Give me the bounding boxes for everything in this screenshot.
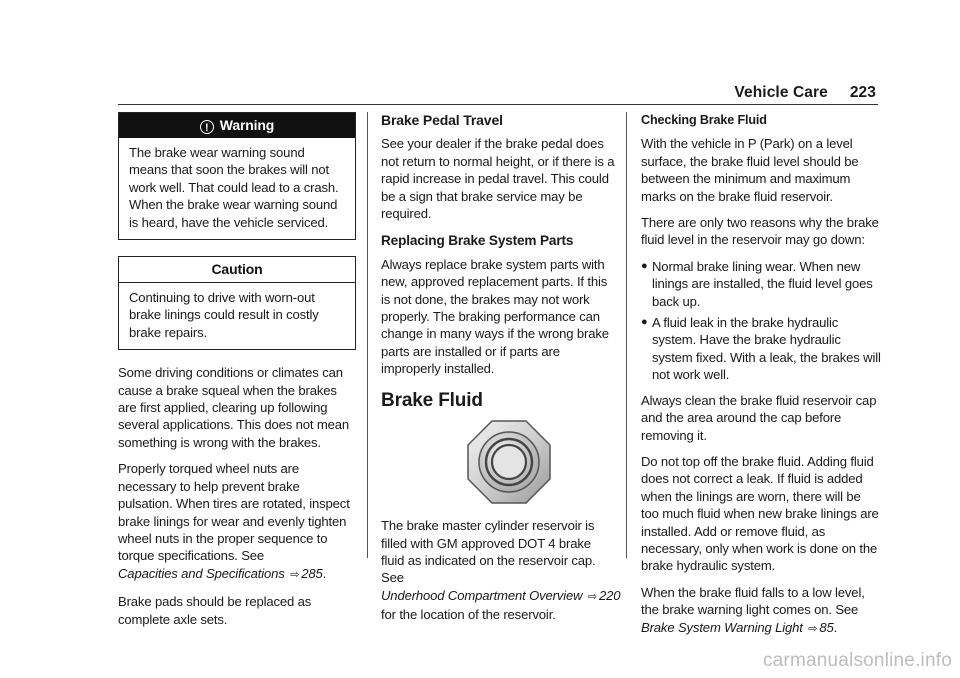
page-reference-arrow-icon: ⇨ <box>290 568 300 581</box>
column-1 <box>118 112 356 637</box>
list-item: ● Normal brake lining wear. When new linings are installed, the fluid level goes back up. <box>641 258 873 309</box>
running-head <box>734 84 876 102</box>
top-off-paragraph: Do not top off the brake fluid. Adding fluid does not correct a leak. If fluid is added when the linings are worn, there will be too much fluid when new brake linings are installed. Add or remove fluid, as necessary, only when work is done on the brake hydraulic system. <box>641 453 879 574</box>
column-2 <box>381 112 621 633</box>
warning-header <box>119 113 355 138</box>
low-level-paragraph <box>641 584 881 638</box>
clean-cap-paragraph: Always clean the brake fluid reservoir cap and the area around the cap before removing it. <box>641 392 877 443</box>
section-title: Vehicle Care <box>734 84 828 101</box>
bullet-icon: ● <box>641 316 648 329</box>
capacities-cross-reference[interactable]: Capacities and Specifications ⇨ 285. <box>118 565 327 581</box>
caution-box <box>118 256 356 350</box>
bullet-icon: ● <box>641 259 648 272</box>
underhood-link[interactable]: Underhood Compartment Overview <box>381 587 583 603</box>
page-reference-arrow-icon: ⇨ <box>587 590 598 603</box>
wheel-nuts-paragraph <box>118 460 356 584</box>
watermark: carmanualsonline.info <box>762 650 952 671</box>
brake-squeal-paragraph: Some driving conditions or climates can cause a brake squeal when the brakes are first applied, clearing up following several applications. This does not mean something is wrong with the brakes. <box>118 365 350 450</box>
warning-light-cross-reference[interactable]: Brake System Warning Light ⇨ 85. <box>641 619 838 635</box>
brake-fluid-symbol <box>381 419 616 505</box>
warning-light-page[interactable]: 85 <box>819 619 834 635</box>
brake-pads-paragraph: Brake pads should be replaced as complete axle sets. <box>118 594 312 627</box>
column-3 <box>641 112 881 647</box>
fluid-reasons-paragraph: There are only two reasons why the brake fluid level in the reservoir may go down: <box>641 215 879 248</box>
replacing-parts-heading: Replacing Brake System Parts <box>381 233 574 249</box>
column-divider-2 <box>626 112 627 558</box>
page-number: 223 <box>849 84 876 101</box>
fluid-level-paragraph: With the vehicle in P (Park) on a level surface, the brake fluid level should be between the minimum and maximum marks on the brake fluid reservoir. <box>641 136 859 204</box>
brake-fluid-reservoir-cap-icon <box>466 419 552 505</box>
warning-light-link[interactable]: Brake System Warning Light <box>641 619 803 635</box>
underhood-page[interactable]: 220 <box>599 587 621 603</box>
page-reference-arrow-icon: ⇨ <box>808 622 818 635</box>
warning-box <box>118 112 356 240</box>
low-level-text: When the brake fluid falls to a low level, the brake warning light comes on. See <box>641 584 865 618</box>
brake-fluid-heading: Brake Fluid <box>381 389 483 411</box>
brake-fluid-text: The brake master cylinder reservoir is filled with GM approved DOT 4 brake fluid as indicated on the reservoir cap. See <box>381 518 596 586</box>
checking-brake-fluid-heading: Checking Brake Fluid <box>641 113 767 127</box>
fluid-reasons-list <box>641 258 881 384</box>
brake-fluid-paragraph: The brake master cylinder reservoir is filled with GM approved DOT 4 brake fluid as indicated on the reservoir cap. See Underhood Compartment Overview ⇨ 220 for the location of the reservoir. <box>381 518 621 623</box>
underhood-cross-reference[interactable] <box>381 588 620 603</box>
wheel-nuts-text: Properly torqued wheel nuts are necessary to help prevent brake pulsation. When tires are rotated, inspect brake linings for wear and evenly tighten wheel nuts in the proper sequence to torque specifications. See <box>118 461 350 564</box>
warning-text: The brake wear warning sound means that soon the brakes will not work well. That could lead to a crash. When the brake wear warning sound is heard, have the vehicle serviced. <box>129 145 339 230</box>
brake-pedal-travel-paragraph: See your dealer if the brake pedal does not return to normal height, or if there is a rapid increase in pedal travel. This could be a sign that brake service may be required. <box>381 136 615 222</box>
warning-icon: ! <box>200 120 214 134</box>
header-rule <box>118 104 878 105</box>
capacities-page[interactable]: 285 <box>301 565 323 581</box>
column-divider-1 <box>367 112 368 558</box>
brake-pedal-travel-heading: Brake Pedal Travel <box>381 112 503 128</box>
replacing-parts-paragraph: Always replace brake system parts with new, approved replacement parts. If this is not done, the brakes may not work properly. The braking performance can change in many ways if the wrong brake parts are installed or if parts are improperly installed. <box>381 256 609 377</box>
list-item: ● A fluid leak in the brake hydraulic system. Have the brake hydraulic system fixed. With a leak, the brakes will not work well. <box>641 315 881 383</box>
caution-text: Continuing to drive with worn-out brake linings could result in costly brake repairs. <box>129 290 319 340</box>
capacities-link[interactable]: Capacities and Specifications <box>118 565 285 581</box>
warning-label: Warning <box>219 117 275 133</box>
caution-header: Caution <box>119 257 355 283</box>
